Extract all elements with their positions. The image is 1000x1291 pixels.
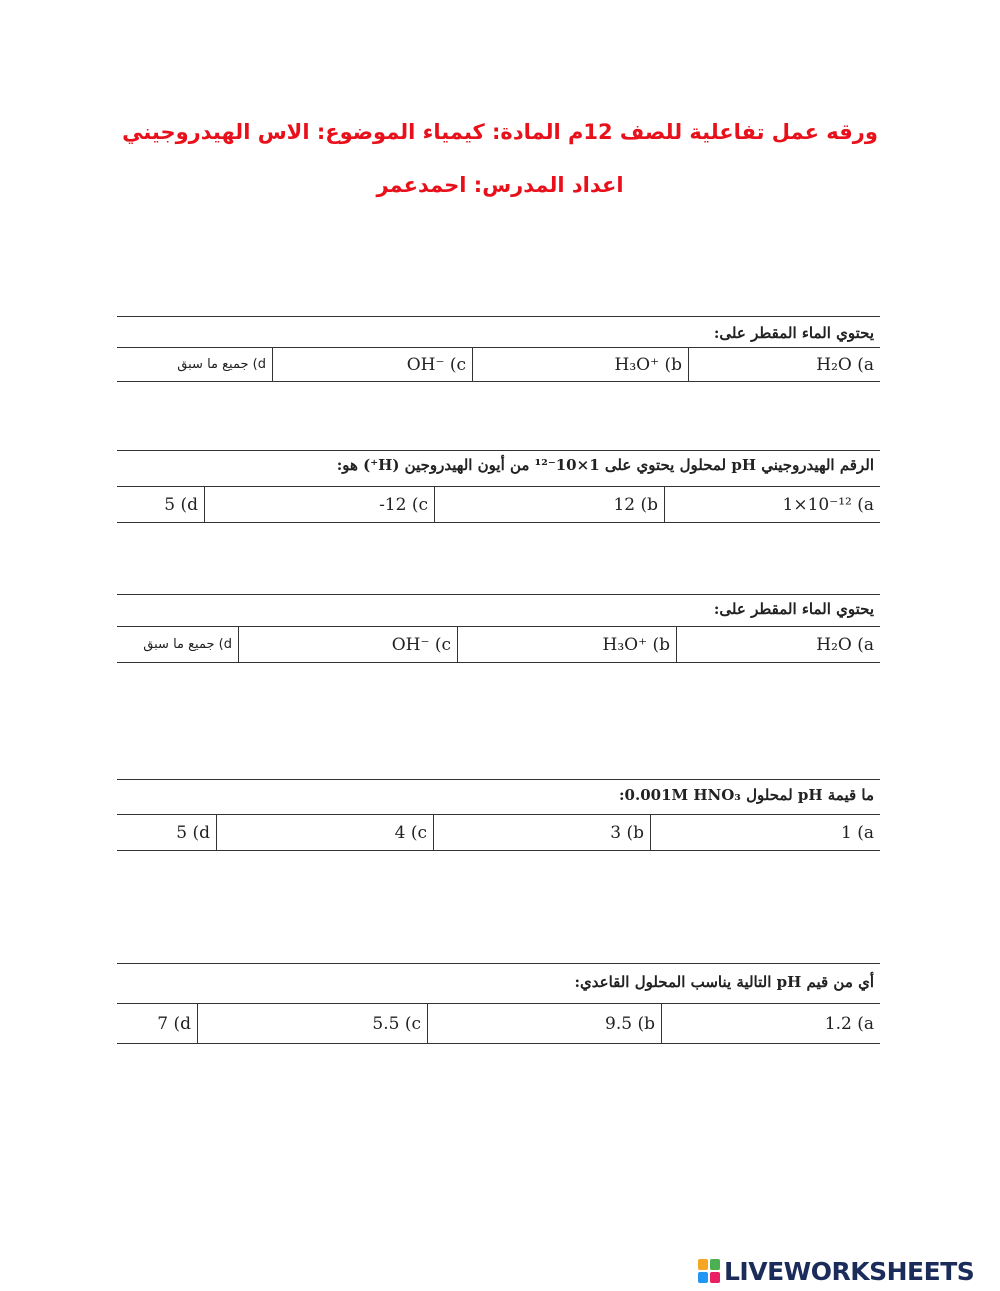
option-c[interactable]: OH⁻ (c	[272, 348, 472, 381]
liveworksheets-logo[interactable]	[698, 1256, 974, 1286]
option-c[interactable]: 4 (c	[216, 815, 433, 850]
question-block	[117, 450, 880, 523]
options-row	[117, 347, 880, 382]
question-prompt: الرقم الهيدروجيني pH لمحلول يحتوي على 1×10⁻¹² من أيون الهيدروجين (H⁺) هو:	[336, 456, 874, 474]
option-a[interactable]: H₂O (a	[688, 348, 880, 381]
option-d[interactable]: 5 (d	[164, 494, 198, 515]
option-b[interactable]: 12 (b	[434, 487, 664, 522]
option-c[interactable]: 5.5 (c	[197, 1004, 427, 1043]
options-row	[117, 814, 880, 851]
question-prompt: يحتوي الماء المقطر على:	[713, 600, 874, 618]
options-row	[117, 486, 880, 523]
question-block	[117, 594, 880, 663]
option-d[interactable]: 7 (d	[157, 1013, 191, 1034]
option-d[interactable]: جميع ما سبق (d	[143, 637, 232, 652]
option-b[interactable]: H₃O⁺ (b	[472, 348, 688, 381]
option-b[interactable]: 9.5 (b	[427, 1004, 661, 1043]
question-prompt: أي من قيم pH التالية يناسب المحلول القاعدي:	[574, 973, 874, 991]
question-prompt: يحتوي الماء المقطر على:	[713, 324, 874, 342]
question-block	[117, 963, 880, 1044]
option-a[interactable]: 1×10⁻¹² (a	[664, 487, 880, 522]
option-a[interactable]: H₂O (a	[676, 627, 880, 662]
options-row	[117, 1003, 880, 1044]
option-b[interactable]: 3 (b	[433, 815, 650, 850]
question-block	[117, 779, 880, 851]
liveworksheets-logo-icon	[698, 1259, 720, 1283]
option-a[interactable]: 1 (a	[650, 815, 880, 850]
option-d[interactable]: جميع ما سبق (d	[177, 357, 266, 372]
worksheet-title: ورقه عمل تفاعلية للصف 12م المادة: كيمياء الموضوع: الاس الهيدروجيني	[122, 120, 878, 144]
option-a[interactable]: 1.2 (a	[661, 1004, 880, 1043]
option-c[interactable]: OH⁻ (c	[238, 627, 457, 662]
option-b[interactable]: H₃O⁺ (b	[457, 627, 676, 662]
question-block	[117, 316, 880, 382]
option-d[interactable]: 5 (d	[176, 822, 210, 843]
teacher-credit: اعداد المدرس: احمدعمر	[376, 173, 624, 197]
question-prompt: ما قيمة pH لمحلول 0.001M HNO₃:	[619, 786, 874, 804]
brand-name: LIVEWORKSHEETS	[724, 1256, 975, 1286]
option-c[interactable]: -12 (c	[204, 487, 434, 522]
options-row	[117, 626, 880, 663]
